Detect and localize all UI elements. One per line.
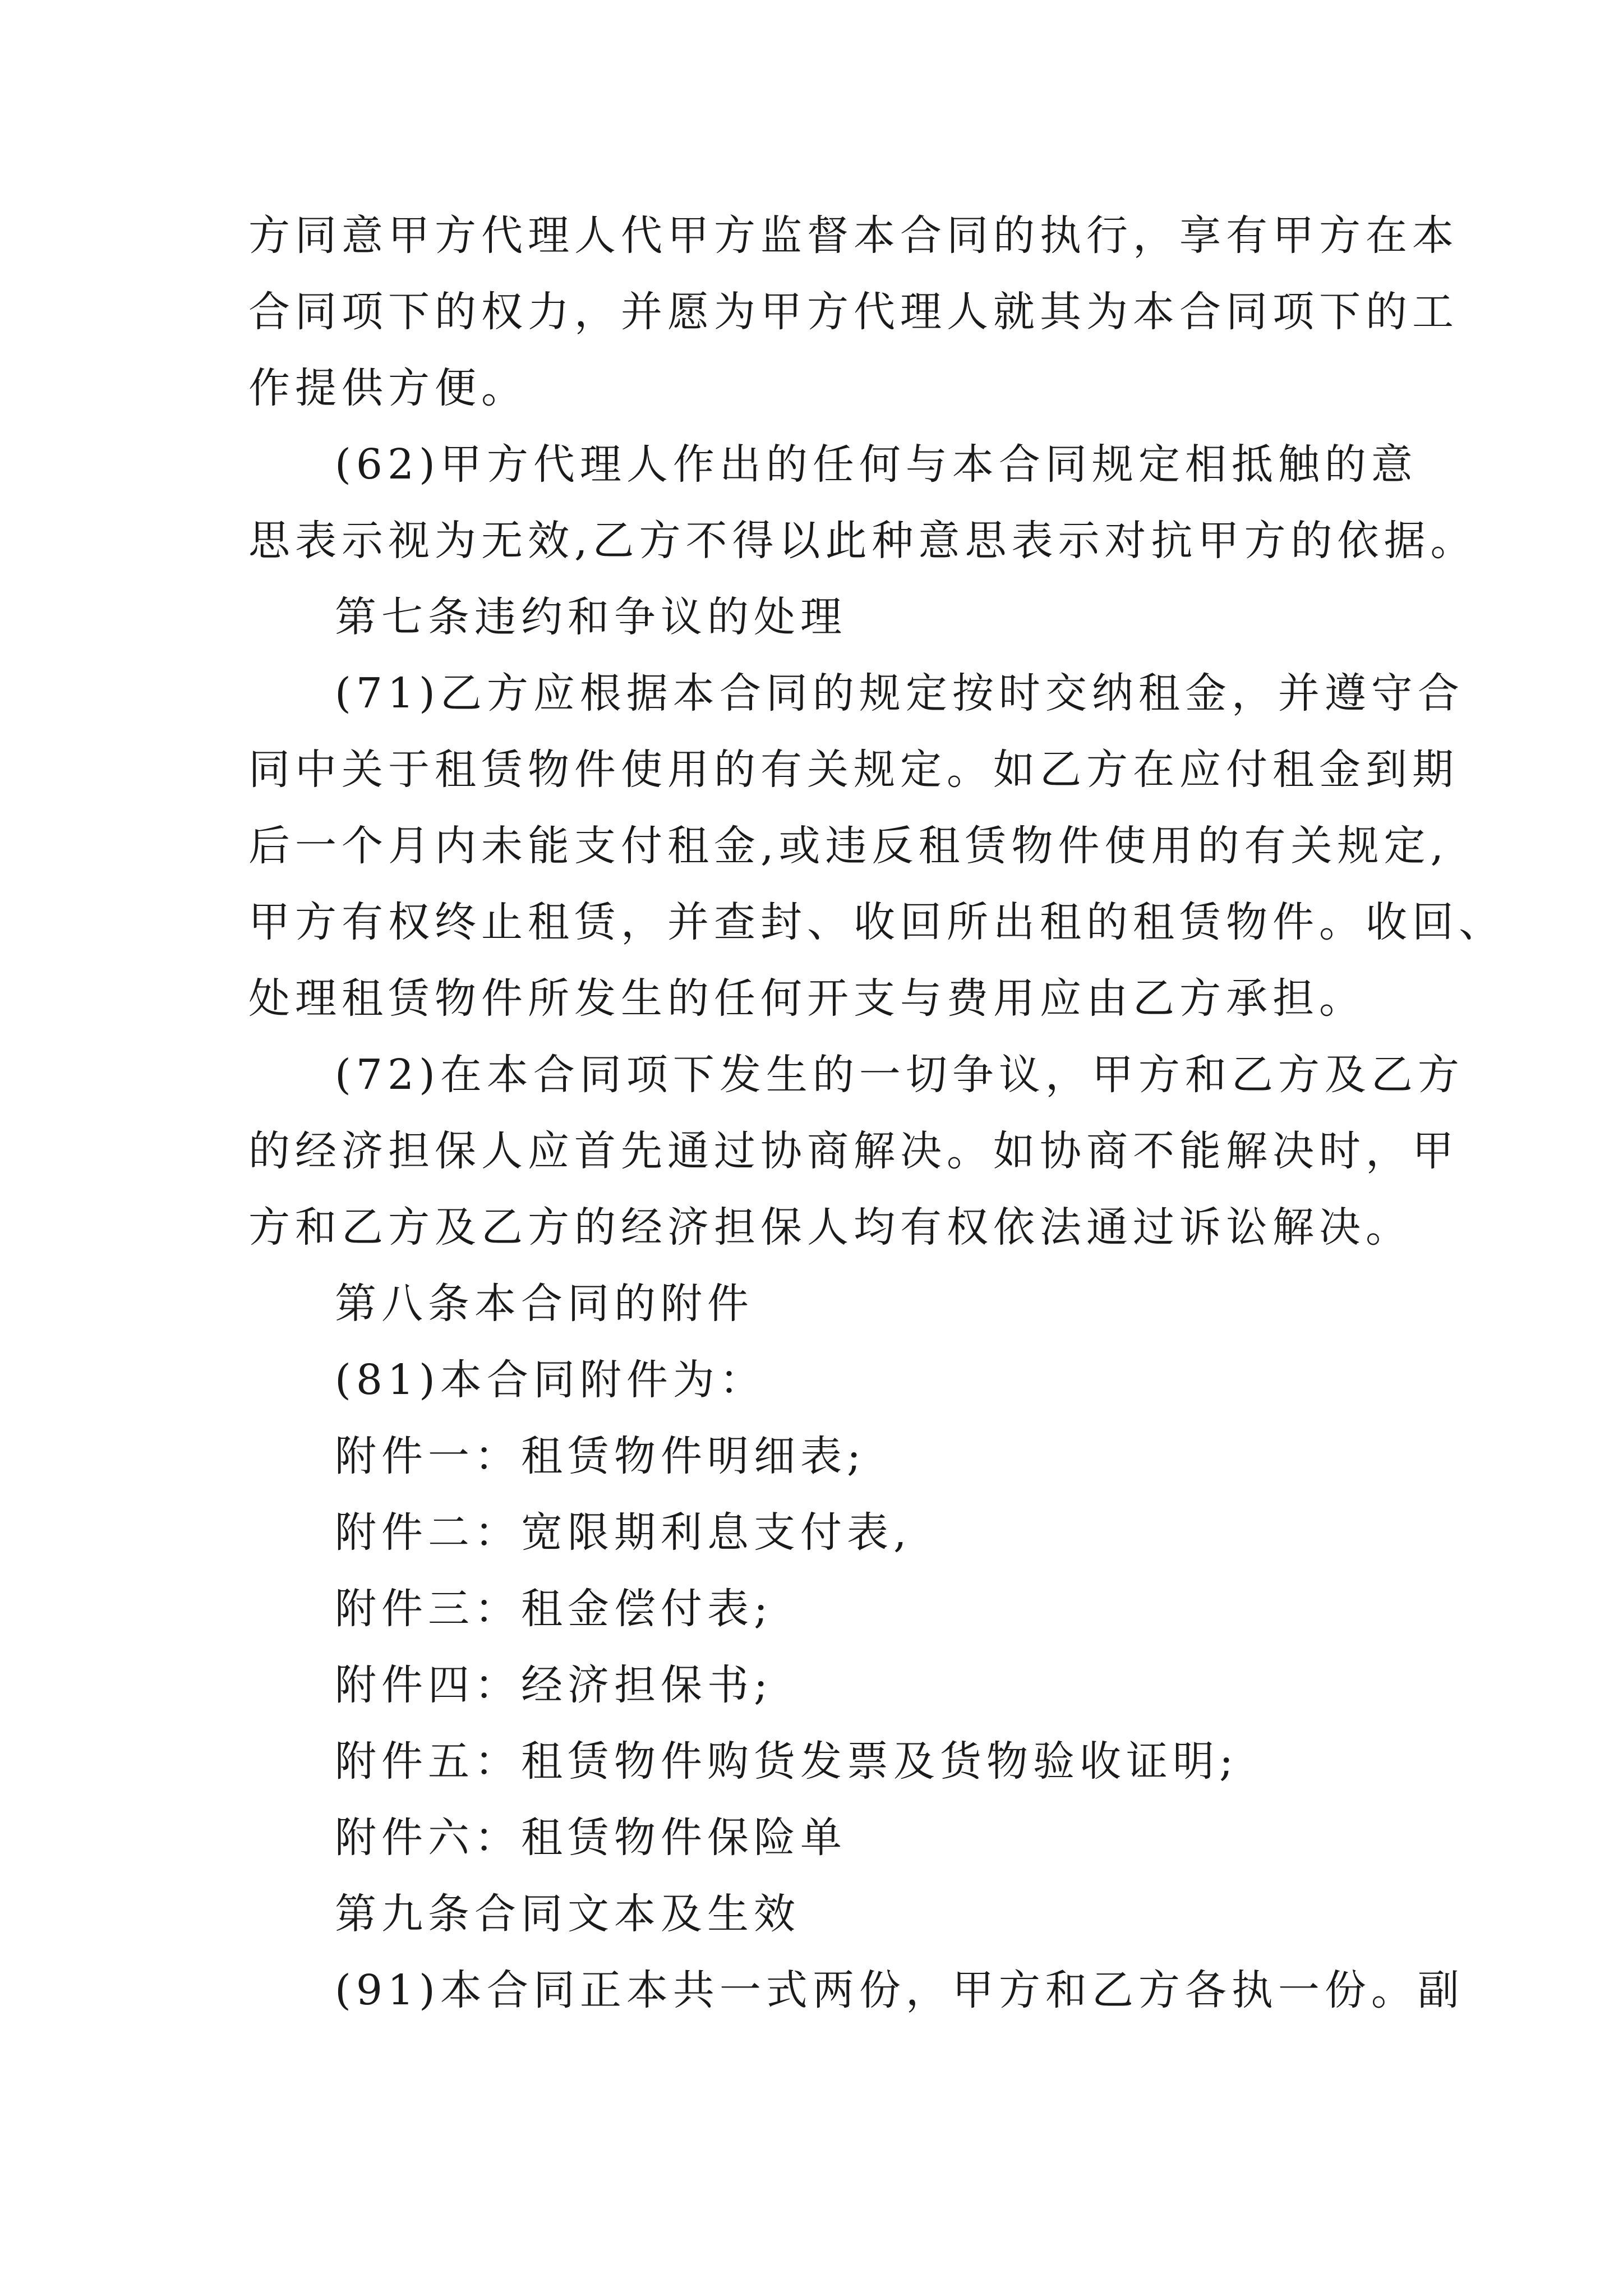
- text-line: 方同意甲方代理人代甲方监督本合同的执行，享有甲方在本: [248, 211, 1459, 260]
- attachment-3: 附件三：租金偿付表;: [335, 1585, 773, 1633]
- article-9-heading: 第九条合同文本及生效: [335, 1890, 800, 1938]
- text-line: 后一个月内未能支付租金,或违反租赁物件使用的有关规定,: [248, 822, 1449, 870]
- clause-62-start: (62)甲方代理人作出的任何与本合同规定相抵触的意: [335, 440, 1418, 489]
- article-8-heading: 第八条本合同的附件: [335, 1280, 754, 1328]
- text-line: 思表示视为无效,乙方不得以此种意思表示对抗甲方的依据。: [248, 517, 1477, 565]
- text-line: 方和乙方及乙方的经济担保人均有权依法通过诉讼解决。: [248, 1203, 1412, 1251]
- attachment-1: 附件一：租赁物件明细表;: [335, 1432, 866, 1480]
- attachment-2: 附件二：宽限期利息支付表,: [335, 1508, 912, 1557]
- text-line: 合同项下的权力，并愿为甲方代理人就其为本合同项下的工: [248, 288, 1459, 336]
- text-line: 同中关于租赁物件使用的有关规定。如乙方在应付租金到期: [248, 746, 1459, 794]
- text-line: 的经济担保人应首先通过协商解决。如协商不能解决时，甲: [248, 1127, 1459, 1175]
- contract-body-text: [248, 197, 1505, 2028]
- clause-91-start: (91)本合同正本共一式两份，甲方和乙方各执一份。副: [335, 1966, 1464, 2014]
- text-line: 作提供方便。: [248, 364, 528, 412]
- attachment-5: 附件五：租赁物件购货发票及货物验收证明;: [335, 1737, 1238, 1786]
- text-line: 甲方有权终止租赁，并查封、收回所出租的租赁物件。收回、: [248, 898, 1505, 946]
- attachment-4: 附件四：经济担保书;: [335, 1661, 773, 1709]
- clause-81: (81)本合同附件为：: [335, 1356, 766, 1404]
- clause-72-start: (72)在本合同项下发生的一切争议，甲方和乙方及乙方: [335, 1051, 1464, 1099]
- text-line: 处理租赁物件所发生的任何开支与费用应由乙方承担。: [248, 974, 1366, 1023]
- attachment-6: 附件六：租赁物件保险单: [335, 1814, 847, 1862]
- clause-71-start: (71)乙方应根据本合同的规定按时交纳租金，并遵守合: [335, 669, 1464, 717]
- article-7-heading: 第七条违约和争议的处理: [335, 593, 847, 641]
